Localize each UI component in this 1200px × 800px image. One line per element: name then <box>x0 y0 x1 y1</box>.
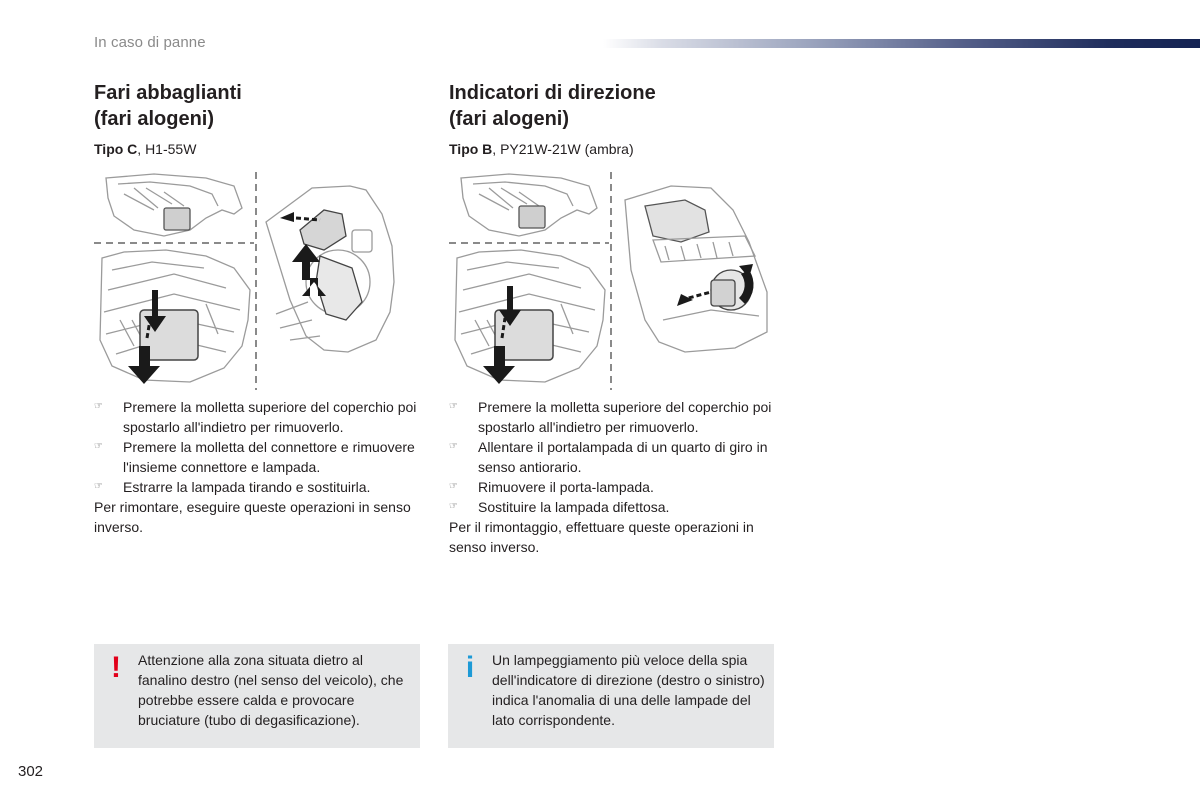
hand-bullet-icon: ☞ <box>449 401 458 412</box>
turn-signal-removal-illustration <box>449 170 769 392</box>
right-section-title: Indicatori di direzione (fari alogeni) <box>449 82 656 130</box>
list-item: ☞ Premere la molletta superiore del coperchio poi spostarlo all'indietro per rimuoverlo. <box>449 399 772 435</box>
header-gradient-bar <box>603 39 1200 48</box>
right-steps-list <box>449 397 784 557</box>
hand-bullet-icon: ☞ <box>94 481 103 492</box>
hand-bullet-icon: ☞ <box>449 501 458 512</box>
hand-bullet-icon: ☞ <box>449 481 458 492</box>
list-item: ☞ Rimuovere il porta-lampada. <box>449 479 654 495</box>
warning-note <box>94 644 420 748</box>
list-item: ☞ Estrarre la lampada tirando e sostituirla. <box>94 479 371 495</box>
left-outro-text: Per rimontare, eseguire queste operazioni in senso inverso. <box>94 499 411 535</box>
left-section-title: Fari abbaglianti (fari alogeni) <box>94 82 242 130</box>
info-icon: i <box>465 651 475 684</box>
left-bulb-type: Tipo C, H1-55W <box>94 141 197 157</box>
info-note <box>448 644 774 748</box>
list-item: ☞ Allentare il portalampada di un quarto di giro in senso antiorario. <box>449 439 768 475</box>
page-number: 302 <box>18 763 44 780</box>
section-header: In caso di panne <box>94 34 206 51</box>
left-steps-list <box>94 397 429 537</box>
left-column <box>94 80 424 157</box>
warning-note-text: Attenzione alla zona situata dietro al fanalino destro (nel senso del veicolo), che potrebbe essere calda e provocare bruciature (tubo di degasificazione). <box>138 652 404 728</box>
hand-bullet-icon: ☞ <box>94 441 103 452</box>
hand-bullet-icon: ☞ <box>94 401 103 412</box>
right-bulb-type: Tipo B, PY21W-21W (ambra) <box>449 141 634 157</box>
right-outro-text: Per il rimontaggio, effettuare queste operazioni in senso inverso. <box>449 519 754 555</box>
list-item: ☞ Premere la molletta del connettore e rimuovere l'insieme connettore e lampada. <box>94 439 415 475</box>
hand-bullet-icon: ☞ <box>449 441 458 452</box>
warning-icon: ! <box>111 651 121 684</box>
right-column <box>449 80 779 157</box>
list-item: ☞ Sostituire la lampada difettosa. <box>449 499 670 515</box>
headlamp-removal-illustration <box>94 170 414 392</box>
list-item: ☞ Premere la molletta superiore del coperchio poi spostarlo all'indietro per rimuoverlo. <box>94 399 417 435</box>
info-note-text: Un lampeggiamento più veloce della spia dell'indicatore di direzione (destro o sinistro) indica l'anomalia di una delle lampade del lato corrispondente. <box>492 652 765 728</box>
